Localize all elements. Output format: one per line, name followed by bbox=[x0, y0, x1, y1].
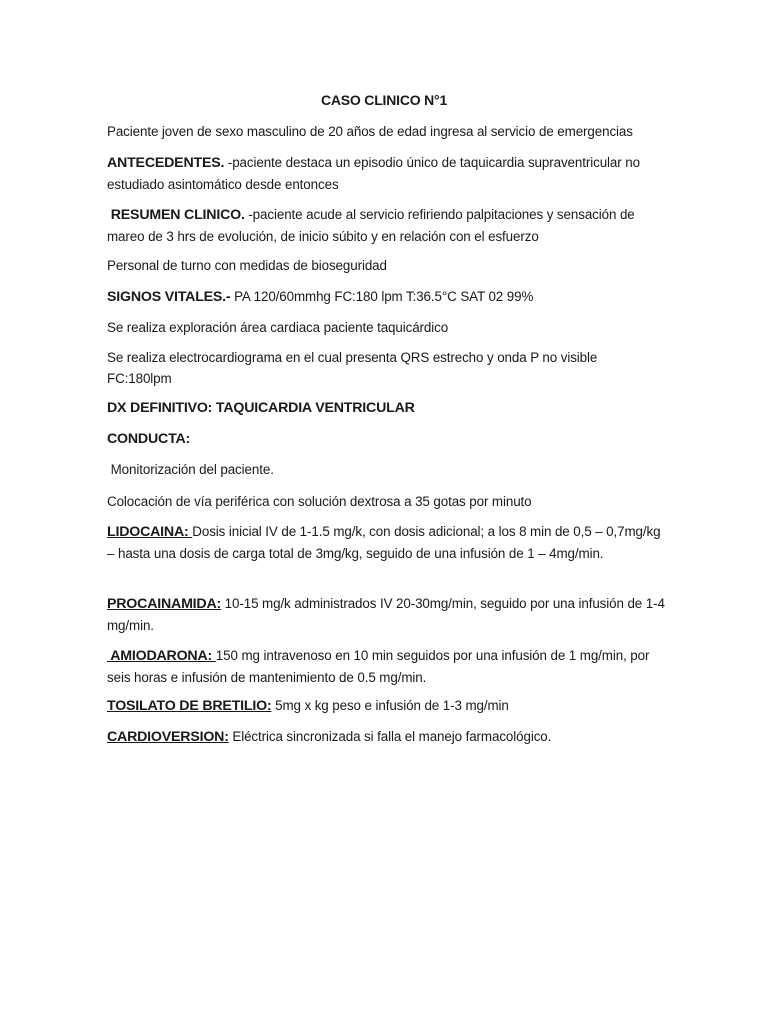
bretilio-paragraph bbox=[107, 695, 667, 717]
dx-heading: DX DEFINITIVO: TAQUICARDIA VENTRICULAR bbox=[107, 400, 415, 416]
intro-paragraph: Paciente joven de sexo masculino de 20 años de edad ingresa al servicio de emergencias bbox=[107, 124, 633, 139]
procainamida-paragraph bbox=[107, 593, 667, 636]
conducta-heading: CONDUCTA: bbox=[107, 431, 191, 447]
colocacion-paragraph: Colocación de vía periférica con solución dextrosa a 35 gotas por minuto bbox=[107, 494, 532, 509]
procainamida-text: 10-15 mg/k administrados IV 20-30mg/min, seguido por una infusión de 1-4 mg/min. bbox=[107, 596, 665, 633]
amiodarona-text: 150 mg intravenoso en 10 min seguidos por una infusión de 1 mg/min, por seis horas e infusión de mantenimiento de 0.5 mg/min. bbox=[107, 648, 650, 685]
bretilio-text: 5mg x kg peso e infusión de 1-3 mg/min bbox=[271, 698, 509, 713]
bretilio-label: TOSILATO DE BRETILIO: bbox=[107, 698, 272, 714]
antecedentes-text: -paciente destaca un episodio único de taquicardia supraventricular no estudiado asintomático desde entonces bbox=[107, 155, 640, 192]
lidocaina-paragraph bbox=[107, 521, 667, 564]
antecedentes-paragraph bbox=[107, 152, 667, 195]
resumen-label: RESUMEN CLINICO. bbox=[107, 207, 245, 223]
antecedentes-label: ANTECEDENTES. bbox=[107, 155, 225, 171]
cardioversion-paragraph bbox=[107, 726, 667, 748]
amiodarona-label: AMIODARONA: bbox=[107, 648, 216, 664]
exploracion-paragraph: Se realiza exploración área cardiaca paciente taquicárdico bbox=[107, 320, 449, 335]
lidocaina-text: Dosis inicial IV de 1-1.5 mg/k, con dosis adicional; a los 8 min de 0,5 – 0,7mg/kg – hasta una dosis de carga total de 3mg/kg, seguido de una infusión de 1 – 4mg/min. bbox=[107, 524, 661, 561]
signos-text: PA 120/60mmhg FC:180 lpm T:36.5°C SAT 02 99% bbox=[230, 289, 534, 304]
monitorizacion-paragraph: Monitorización del paciente. bbox=[107, 462, 274, 477]
procainamida-label: PROCAINAMIDA: bbox=[107, 596, 222, 612]
cardioversion-text: Eléctrica sincronizada si falla el manejo farmacológico. bbox=[228, 729, 552, 744]
amiodarona-paragraph bbox=[107, 645, 667, 688]
lidocaina-label: LIDOCAINA: bbox=[107, 524, 193, 540]
signos-label: SIGNOS VITALES.- bbox=[107, 289, 231, 305]
resumen-text: -paciente acude al servicio refiriendo palpitaciones y sensación de mareo de 3 hrs de evolución, de inicio súbito y en relación con el esfuerzo bbox=[107, 207, 635, 244]
signos-paragraph bbox=[107, 286, 667, 308]
ecg-paragraph: Se realiza electrocardiograma en el cual presenta QRS estrecho y onda P no visible FC:180lpm bbox=[107, 350, 598, 386]
resumen-paragraph bbox=[107, 204, 667, 247]
cardioversion-label: CARDIOVERSION: bbox=[107, 729, 229, 745]
personal-paragraph: Personal de turno con medidas de bioseguridad bbox=[107, 258, 387, 273]
document-title: CASO CLINICO N°1 bbox=[320, 92, 448, 108]
